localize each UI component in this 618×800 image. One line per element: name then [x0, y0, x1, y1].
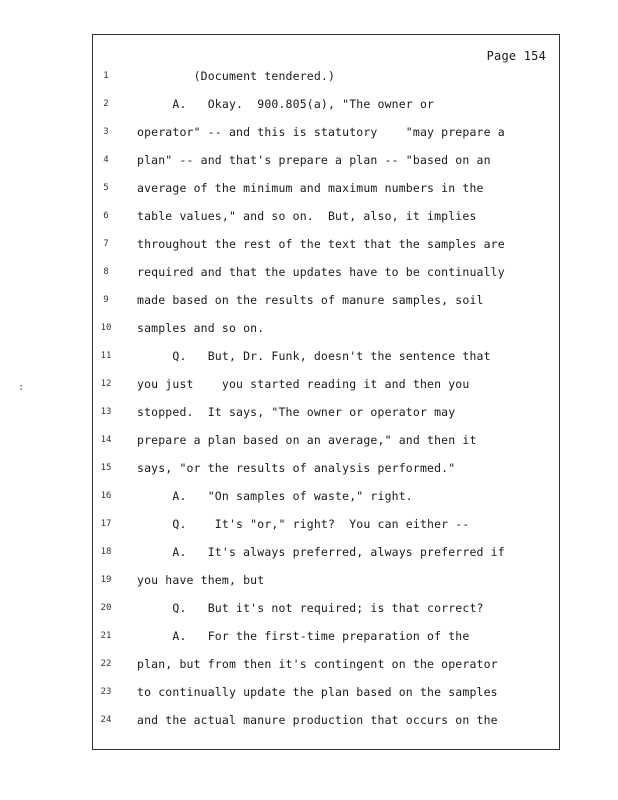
line-text: operator" -- and this is statutory "may prepare a: [137, 125, 505, 139]
transcript-line: [0, 601, 618, 621]
transcript-line: [0, 69, 618, 89]
line-number: 11: [100, 351, 112, 361]
line-text: made based on the results of manure samples, soil: [137, 293, 484, 307]
line-number: 1: [103, 71, 109, 81]
line-number: 22: [100, 659, 112, 669]
line-number: 3: [103, 127, 109, 137]
line-text: required and that the updates have to be continually: [137, 265, 505, 279]
line-number: 12: [100, 379, 112, 389]
margin-mark: :: [18, 382, 25, 393]
line-text: Q. It's "or," right? You can either --: [137, 517, 470, 531]
transcript-line: [0, 293, 618, 313]
line-text: stopped. It says, "The owner or operator may: [137, 405, 456, 419]
line-number: 18: [100, 547, 112, 557]
transcript-line: [0, 321, 618, 341]
page-number: Page 154: [486, 49, 546, 63]
line-number: 17: [100, 519, 112, 529]
transcript-line: [0, 489, 618, 509]
line-number: 23: [100, 687, 112, 697]
transcript-line: [0, 237, 618, 257]
line-text: and the actual manure production that occurs on the: [137, 713, 498, 727]
transcript-line: [0, 573, 618, 593]
line-number: 24: [100, 715, 112, 725]
line-text: A. "On samples of waste," right.: [137, 489, 413, 503]
line-text: throughout the rest of the text that the samples are: [137, 237, 505, 251]
line-number: 14: [100, 435, 112, 445]
line-text: samples and so on.: [137, 321, 265, 335]
line-number: 19: [100, 575, 112, 585]
transcript-line: [0, 657, 618, 677]
line-number: 8: [103, 267, 109, 277]
line-text: (Document tendered.): [137, 69, 336, 83]
transcript-line: [0, 545, 618, 565]
transcript-line: [0, 97, 618, 117]
line-number: 13: [100, 407, 112, 417]
transcript-line: [0, 433, 618, 453]
line-text: plan, but from then it's contingent on the operator: [137, 657, 498, 671]
line-text: A. Okay. 900.805(a), "The owner or: [137, 97, 435, 111]
line-number: 10: [100, 323, 112, 333]
line-text: to continually update the plan based on the samples: [137, 685, 498, 699]
line-number: 2: [103, 99, 109, 109]
transcript-line: [0, 181, 618, 201]
line-number: 6: [103, 211, 109, 221]
line-number: 20: [100, 603, 112, 613]
line-text: A. For the first-time preparation of the: [137, 629, 470, 643]
transcript-line: [0, 713, 618, 733]
line-text: says, "or the results of analysis performed.": [137, 461, 456, 475]
transcript-line: [0, 461, 618, 481]
transcript-line: [0, 153, 618, 173]
line-number: 5: [103, 183, 109, 193]
line-number: 4: [103, 155, 109, 165]
transcript-line: [0, 685, 618, 705]
line-text: you just you started reading it and then you: [137, 377, 470, 391]
transcript-line: [0, 517, 618, 537]
line-text: plan" -- and that's prepare a plan -- "based on an: [137, 153, 491, 167]
transcript-line: [0, 629, 618, 649]
line-text: table values," and so on. But, also, it implies: [137, 209, 477, 223]
line-text: Q. But, Dr. Funk, doesn't the sentence that: [137, 349, 491, 363]
transcript-line: [0, 125, 618, 145]
line-number: 16: [100, 491, 112, 501]
line-text: you have them, but: [137, 573, 265, 587]
transcript-line: [0, 209, 618, 229]
line-text: A. It's always preferred, always preferred if: [137, 545, 505, 559]
transcript-line: [0, 405, 618, 425]
transcript-line: [0, 377, 618, 397]
transcript-line: [0, 349, 618, 369]
line-text: prepare a plan based on an average," and then it: [137, 433, 477, 447]
line-number: 21: [100, 631, 112, 641]
transcript-line: [0, 265, 618, 285]
line-number: 7: [103, 239, 109, 249]
line-number: 15: [100, 463, 112, 473]
line-text: Q. But it's not required; is that correct?: [137, 601, 484, 615]
line-text: average of the minimum and maximum numbers in the: [137, 181, 484, 195]
line-number: 9: [103, 295, 109, 305]
